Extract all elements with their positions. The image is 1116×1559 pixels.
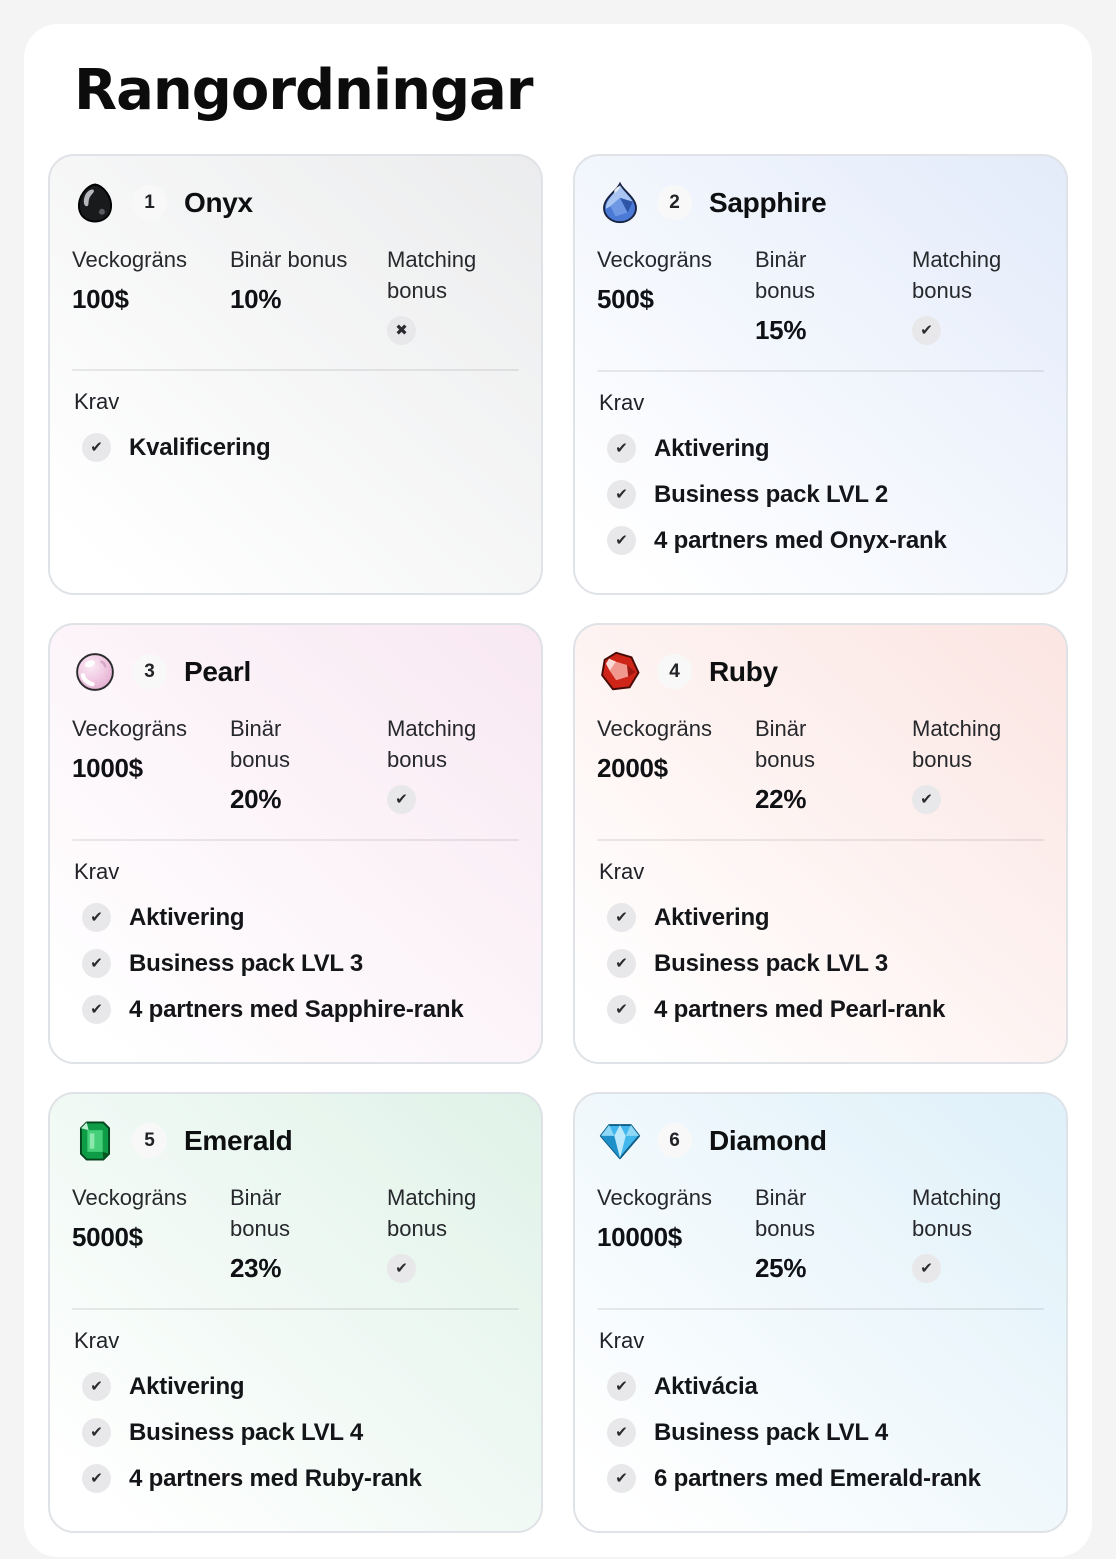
rank-stats	[597, 713, 1044, 815]
matching-bonus-check-icon: ✔	[912, 1254, 941, 1283]
requirement-text: 4 partners med Onyx-rank	[654, 526, 947, 554]
requirement-text: 4 partners med Pearl-rank	[654, 995, 946, 1023]
weekly-cap-value: 5000$	[72, 1221, 143, 1252]
matching-bonus-check-icon: ✔	[387, 785, 416, 814]
requirement-item	[82, 992, 519, 1027]
requirements-list	[72, 900, 519, 1027]
rank-stats	[72, 244, 519, 345]
weekly-cap-value: 1000$	[72, 752, 143, 783]
binary-bonus-value: 15%	[755, 314, 807, 345]
requirements-label: Krav	[74, 388, 120, 414]
weekly-cap-stat	[72, 1182, 230, 1253]
rank-card-emerald	[48, 1092, 543, 1533]
requirement-text: Aktivering	[654, 903, 770, 931]
requirement-item	[82, 430, 519, 465]
emerald-gem-icon	[72, 1118, 118, 1164]
binary-bonus-value: 10%	[230, 283, 282, 314]
weekly-cap-stat	[597, 244, 755, 315]
requirement-check-icon: ✔	[607, 1372, 636, 1401]
matching-bonus-stat	[912, 713, 1044, 814]
weekly-cap-stat	[597, 713, 755, 784]
requirement-item	[607, 1369, 1044, 1404]
requirement-check-icon: ✔	[82, 1372, 111, 1401]
matching-bonus-label: Matching bonus	[387, 715, 477, 772]
matching-bonus-stat	[387, 713, 519, 814]
rank-grid	[48, 154, 1068, 1533]
requirement-check-icon: ✔	[607, 949, 636, 978]
matching-bonus-label: Matching bonus	[912, 715, 1002, 772]
matching-bonus-label: Matching bonus	[912, 246, 1002, 303]
binary-bonus-stat	[230, 244, 387, 315]
rank-card-ruby	[573, 623, 1068, 1064]
requirement-text: 4 partners med Sapphire-rank	[129, 995, 464, 1023]
requirement-item	[607, 992, 1044, 1027]
requirement-text: Aktivering	[129, 1372, 245, 1400]
weekly-cap-stat	[72, 244, 230, 315]
requirement-item	[82, 1369, 519, 1404]
binary-bonus-value: 20%	[230, 783, 282, 814]
requirement-check-icon: ✔	[82, 903, 111, 932]
requirement-check-icon: ✔	[82, 995, 111, 1024]
binary-bonus-label: Binär bonus	[755, 715, 815, 772]
requirement-item	[82, 946, 519, 981]
requirement-text: Business pack LVL 4	[654, 1418, 889, 1446]
rank-card-diamond	[573, 1092, 1068, 1533]
rank-number-badge: 2	[657, 185, 692, 220]
requirements-list	[597, 900, 1044, 1027]
weekly-cap-stat	[72, 713, 230, 784]
rank-name: Diamond	[709, 1124, 827, 1156]
requirement-check-icon: ✔	[607, 1418, 636, 1447]
requirement-text: 6 partners med Emerald-rank	[654, 1464, 981, 1492]
binary-bonus-stat	[230, 1182, 387, 1284]
requirement-item	[607, 523, 1044, 558]
weekly-cap-value: 10000$	[597, 1221, 682, 1252]
weekly-cap-label: Veckogräns	[597, 1184, 712, 1210]
ruby-gem-icon	[597, 649, 643, 695]
matching-bonus-check-icon: ✔	[912, 785, 941, 814]
binary-bonus-stat	[230, 713, 387, 815]
requirement-text: Kvalificering	[129, 433, 271, 461]
rank-stats	[72, 713, 519, 815]
rank-stats	[72, 1182, 519, 1284]
rank-header	[72, 1118, 519, 1164]
rank-number-badge: 5	[132, 1123, 167, 1158]
binary-bonus-label: Binär bonus	[230, 1184, 290, 1241]
matching-bonus-stat	[387, 1182, 519, 1283]
rank-card-pearl	[48, 623, 543, 1064]
requirements-label: Krav	[599, 1327, 645, 1353]
requirement-text: Aktivácia	[654, 1372, 758, 1400]
requirement-item	[607, 946, 1044, 981]
requirement-item	[82, 900, 519, 935]
rank-header	[72, 649, 519, 695]
requirement-text: Business pack LVL 4	[129, 1418, 364, 1446]
page-container	[24, 24, 1092, 1557]
card-divider	[597, 1308, 1044, 1310]
matching-bonus-stat	[912, 244, 1044, 345]
weekly-cap-value: 2000$	[597, 752, 668, 783]
weekly-cap-label: Veckogräns	[72, 715, 187, 741]
matching-bonus-stat	[912, 1182, 1044, 1283]
requirement-text: Aktivering	[654, 434, 770, 462]
requirements-label: Krav	[74, 1327, 120, 1353]
requirement-item	[82, 1461, 519, 1496]
rank-number-badge: 4	[657, 654, 692, 689]
rank-card-sapphire	[573, 154, 1068, 595]
requirements-list	[597, 431, 1044, 558]
requirement-check-icon: ✔	[607, 903, 636, 932]
matching-bonus-check-icon: ✔	[387, 1254, 416, 1283]
card-divider	[72, 839, 519, 841]
rank-name: Pearl	[184, 655, 251, 687]
requirement-item	[607, 477, 1044, 512]
weekly-cap-label: Veckogräns	[597, 715, 712, 741]
matching-bonus-stat	[387, 244, 519, 345]
requirement-item	[82, 1415, 519, 1450]
matching-bonus-label: Matching bonus	[387, 1184, 477, 1241]
binary-bonus-value: 23%	[230, 1252, 282, 1283]
rank-number-badge: 3	[132, 654, 167, 689]
binary-bonus-stat	[755, 713, 912, 815]
card-divider	[597, 839, 1044, 841]
rank-header	[72, 180, 519, 226]
page-title: Rangordningar	[74, 58, 533, 123]
pearl-gem-icon	[72, 649, 118, 695]
binary-bonus-stat	[755, 244, 912, 346]
rank-stats	[597, 1182, 1044, 1284]
weekly-cap-value: 500$	[597, 283, 654, 314]
weekly-cap-label: Veckogräns	[72, 246, 187, 272]
rank-name: Sapphire	[709, 186, 827, 218]
requirement-text: Business pack LVL 2	[654, 480, 889, 508]
weekly-cap-label: Veckogräns	[72, 1184, 187, 1210]
rank-number-badge: 6	[657, 1123, 692, 1158]
requirement-text: Business pack LVL 3	[654, 949, 889, 977]
binary-bonus-label: Binär bonus	[755, 246, 815, 303]
binary-bonus-label: Binär bonus	[755, 1184, 815, 1241]
rank-stats	[597, 244, 1044, 346]
sapphire-gem-icon	[597, 180, 643, 226]
requirement-check-icon: ✔	[607, 1464, 636, 1493]
requirement-check-icon: ✔	[607, 995, 636, 1024]
rank-number-badge: 1	[132, 185, 167, 220]
matching-bonus-label: Matching bonus	[387, 246, 477, 303]
matching-bonus-cross-icon: ✖	[387, 316, 416, 345]
requirements-label: Krav	[599, 858, 645, 884]
matching-bonus-check-icon: ✔	[912, 316, 941, 345]
diamond-gem-icon	[597, 1118, 643, 1164]
requirements-list	[72, 430, 519, 465]
requirement-item	[607, 1461, 1044, 1496]
requirement-check-icon: ✔	[607, 480, 636, 509]
requirement-text: Aktivering	[129, 903, 245, 931]
requirement-text: Business pack LVL 3	[129, 949, 364, 977]
rank-name: Onyx	[184, 186, 253, 218]
binary-bonus-value: 22%	[755, 783, 807, 814]
rank-name: Ruby	[709, 655, 778, 687]
weekly-cap-label: Veckogräns	[597, 246, 712, 272]
matching-bonus-label: Matching bonus	[912, 1184, 1002, 1241]
requirements-list	[72, 1369, 519, 1496]
card-divider	[72, 1308, 519, 1310]
requirement-item	[607, 1415, 1044, 1450]
requirement-check-icon: ✔	[607, 526, 636, 555]
binary-bonus-value: 25%	[755, 1252, 807, 1283]
rank-card-onyx	[48, 154, 543, 595]
requirement-check-icon: ✔	[82, 949, 111, 978]
requirements-label: Krav	[74, 858, 120, 884]
rank-header	[597, 649, 1044, 695]
requirement-check-icon: ✔	[607, 434, 636, 463]
requirement-check-icon: ✔	[82, 1464, 111, 1493]
rank-header	[597, 1118, 1044, 1164]
requirement-text: 4 partners med Ruby-rank	[129, 1464, 422, 1492]
onyx-gem-icon	[72, 180, 118, 226]
rank-header	[597, 180, 1044, 226]
binary-bonus-label: Binär bonus	[230, 715, 290, 772]
rank-name: Emerald	[184, 1124, 293, 1156]
binary-bonus-label: Binär bonus	[230, 246, 348, 272]
requirements-list	[597, 1369, 1044, 1496]
requirement-item	[607, 900, 1044, 935]
requirement-item	[607, 431, 1044, 466]
requirements-label: Krav	[599, 389, 645, 415]
weekly-cap-value: 100$	[72, 283, 129, 314]
requirement-check-icon: ✔	[82, 1418, 111, 1447]
weekly-cap-stat	[597, 1182, 755, 1253]
card-divider	[597, 370, 1044, 372]
binary-bonus-stat	[755, 1182, 912, 1284]
requirement-check-icon: ✔	[82, 433, 111, 462]
card-divider	[72, 369, 519, 371]
